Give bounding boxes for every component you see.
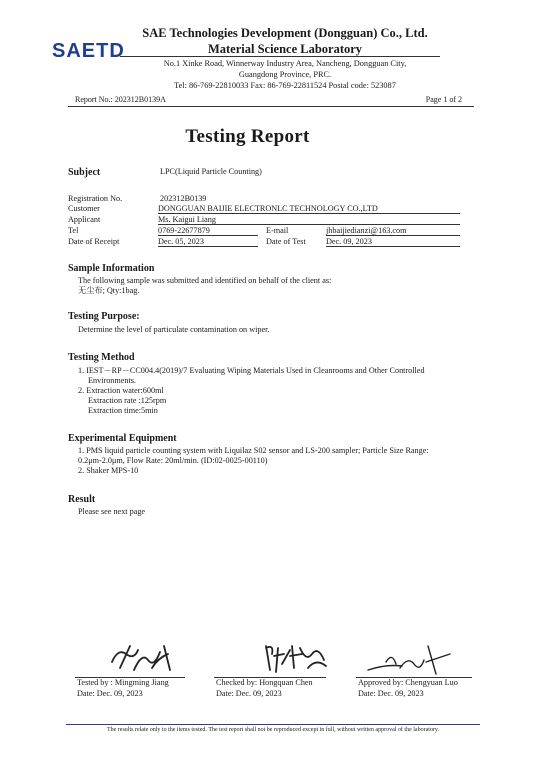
checked-date: Date: Dec. 09, 2023	[216, 689, 282, 698]
applicant-value: Ms. Kaigui Liang	[158, 215, 460, 225]
receipt-date-value: Dec. 05, 2023	[158, 237, 258, 247]
equipment-item-2: 2. Shaker MPS-10	[78, 466, 139, 475]
customer-label: Customer	[68, 204, 100, 213]
checked-by: Checked by: Hongquan Chen	[216, 678, 313, 687]
address-line-2: Guangdong Province, PRC.	[238, 70, 332, 79]
result-text: Please see next page	[78, 507, 146, 516]
company-name: SAE Technologies Development (Dongguan) Co., Ltd.	[142, 26, 428, 40]
customer-value: DONGGUAN BAIJIE ELECTRONLC TECHNOLOGY CO.,LTD	[158, 204, 460, 214]
tel-value: 0769-22677879	[158, 226, 258, 236]
subject-label: Subject	[68, 167, 101, 178]
signature-approver	[366, 642, 456, 682]
signature-tester	[108, 640, 178, 678]
tel-label: Tel	[68, 226, 79, 235]
footer-disclaimer: The results relate only to the items tested. The test report shall not be reproduced except in full, without written approval of the laboratory.	[106, 727, 440, 733]
signature-checker	[262, 638, 332, 678]
result-heading: Result	[68, 494, 96, 505]
page-number: Page 1 of 2	[425, 95, 462, 104]
sample-info-text	[78, 276, 331, 296]
equipment-list	[78, 446, 429, 476]
approved-date: Date: Dec. 09, 2023	[358, 689, 424, 698]
email-label: E-mail	[266, 226, 289, 235]
testing-purpose-text: Determine the level of particulate contamination on wiper.	[78, 325, 270, 334]
sample-info-line-1: The following sample was submitted and identified on behalf of the client as:	[78, 276, 332, 285]
test-date-value: Dec. 09, 2023	[326, 237, 460, 247]
header-divider	[120, 56, 440, 57]
footer-rule	[66, 724, 480, 725]
address-line-1: No.1 Xinke Road, Winnerway Industry Area, Nancheng, Dongguan City,	[163, 59, 407, 68]
sample-info-heading: Sample Information	[68, 263, 155, 274]
approved-by: Approved by: Chengyuan Luo	[358, 678, 458, 687]
equipment-item-1: 1. PMS liquid particle counting system with Liquilaz S02 sensor and LS-200 sampler; Particle Size Range:	[78, 446, 429, 455]
method-item-1: 1. IEST－RP－CC004.4(2019)/7 Evaluating Wiping Materials Used in Cleanrooms and Other Controlled	[78, 366, 425, 375]
applicant-label: Applicant	[68, 215, 101, 224]
test-date-label: Date of Test	[266, 237, 306, 246]
testing-method-heading: Testing Method	[68, 352, 135, 363]
sample-info-line-2: 无尘布; Qty:1bag.	[78, 286, 140, 295]
page-title: Testing Report	[185, 126, 310, 147]
subject-value: LPC(Liquid Particle Counting)	[160, 167, 262, 176]
method-item-1-cont: Environments.	[88, 376, 136, 385]
registration-label: Registration No.	[68, 194, 123, 203]
method-extraction-time: Extraction time:5min	[88, 406, 158, 415]
address-line-3: Tel: 86-769-22810033 Fax: 86-769-22811524 Postal code: 523087	[174, 81, 396, 90]
tested-date: Date: Dec. 09, 2023	[77, 689, 143, 698]
report-number: Report No.: 202312B0139A	[75, 95, 166, 104]
report-header-rule	[68, 106, 474, 107]
company-logo: SAETD	[52, 40, 125, 62]
registration-value: 202312B0139	[160, 194, 207, 203]
receipt-date-label: Date of Receipt	[68, 237, 120, 246]
testing-purpose-heading: Testing Purpose:	[68, 311, 140, 322]
lab-name: Material Science Laboratory	[207, 42, 363, 56]
email-value: jhbaijiedianzi@163.com	[326, 226, 460, 236]
equipment-item-1-cont: 0.2μm-2.0μm, Flow Rate: 20ml/min. (ID:02-0025-00110)	[78, 456, 268, 465]
tested-by: Tested by : Mingming Jiang	[77, 678, 169, 687]
equipment-heading: Experimental Equipment	[68, 433, 177, 444]
method-extraction-rate: Extraction rate :125rpm	[88, 396, 167, 405]
method-item-2: 2. Extraction water:600ml	[78, 386, 164, 395]
testing-method-list	[78, 366, 425, 416]
company-address	[130, 58, 440, 91]
